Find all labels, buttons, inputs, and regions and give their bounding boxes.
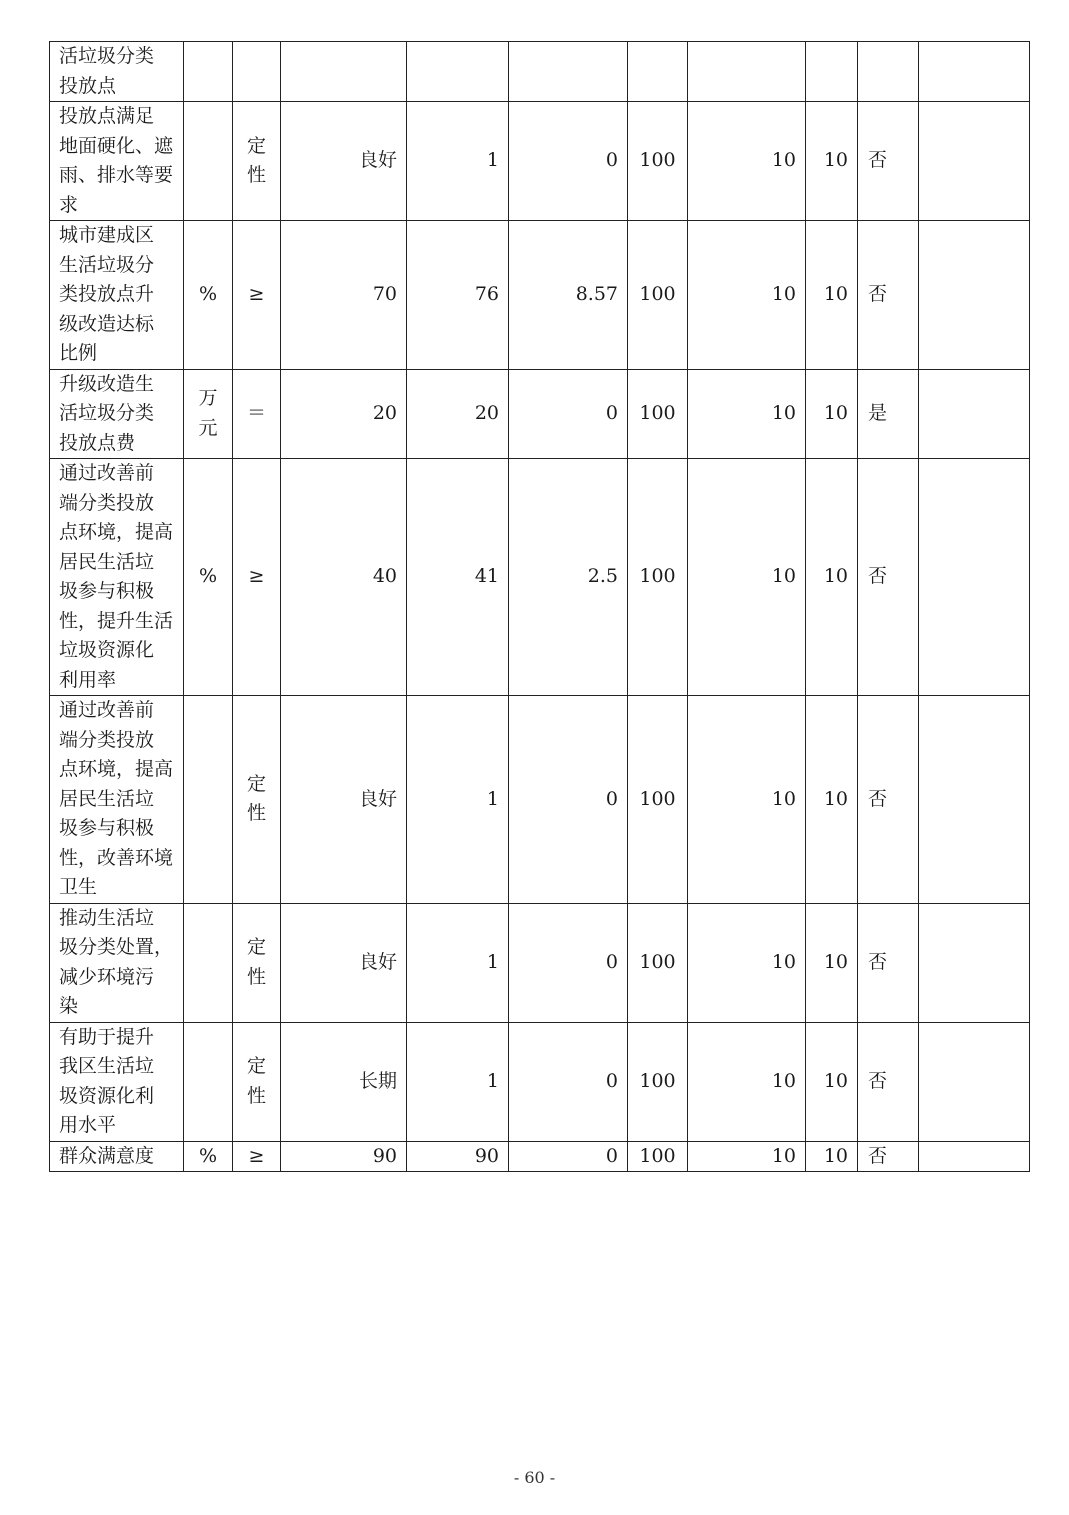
operator-cell: [233, 102, 281, 221]
weight-cell-text: 100: [639, 402, 676, 424]
note-cell: [919, 102, 1030, 221]
target-value-cell: [281, 903, 407, 1022]
operator-cell-text: ≥: [248, 1144, 265, 1167]
table-row: [50, 1141, 1030, 1172]
full-score-cell-text: 10: [771, 1069, 796, 1092]
unit-cell: [184, 369, 233, 459]
flag-cell-text: 否: [868, 1144, 888, 1167]
target-value-cell: [281, 1141, 407, 1172]
unit-cell-text: %: [198, 283, 218, 305]
target-value-cell-text: 90: [372, 1144, 397, 1167]
target-value-cell: [281, 221, 407, 370]
score-cell: [806, 696, 858, 904]
actual-value-cell: [407, 369, 509, 459]
operator-cell: [233, 459, 281, 696]
deviation-cell-text: 0: [605, 1069, 618, 1092]
weight-cell: [628, 459, 688, 696]
actual-value-cell: [407, 1141, 509, 1172]
indicator-name-cell: [50, 102, 184, 221]
flag-cell-text: 否: [868, 1069, 888, 1092]
indicator-name-cell: [50, 42, 184, 102]
target-value-cell: [281, 102, 407, 221]
actual-value-cell-text: 1: [486, 1069, 499, 1092]
weight-cell-text: 100: [639, 565, 676, 588]
deviation-cell: [509, 369, 628, 459]
weight-cell-text: 100: [639, 1144, 676, 1167]
score-cell: [806, 42, 858, 102]
score-cell-text: 10: [823, 283, 848, 305]
score-cell: [806, 221, 858, 370]
note-cell: [919, 1141, 1030, 1172]
weight-cell: [628, 903, 688, 1022]
flag-cell-text: 否: [868, 787, 888, 810]
note-cell: [919, 1022, 1030, 1141]
target-value-cell-text: 40: [372, 565, 397, 588]
score-cell-text: 10: [823, 149, 848, 172]
deviation-cell-text: 0: [605, 787, 618, 810]
actual-value-cell: [407, 903, 509, 1022]
note-cell: [919, 369, 1030, 459]
indicator-name-cell: [50, 1141, 184, 1172]
full-score-cell: [688, 696, 806, 904]
score-cell: [806, 1141, 858, 1172]
operator-cell-text: ＝: [246, 402, 266, 424]
indicator-name-cell: [50, 369, 184, 459]
deviation-cell: [509, 459, 628, 696]
deviation-cell: [509, 221, 628, 370]
unit-cell: [184, 221, 233, 370]
full-score-cell-text: 10: [771, 565, 796, 588]
table-row: [50, 102, 1030, 221]
target-value-cell-text: 长期: [358, 1069, 397, 1092]
target-value-cell: [281, 42, 407, 102]
flag-cell-text: 否: [868, 950, 888, 973]
deviation-cell-text: 0: [605, 402, 618, 424]
unit-cell-text: %: [198, 1144, 218, 1167]
unit-cell: [184, 903, 233, 1022]
indicator-name-cell-text: 升级改造生 活垃圾分类 投放点费: [59, 372, 155, 454]
operator-cell-text: 定 性: [246, 936, 266, 988]
score-cell-text: 10: [823, 565, 848, 588]
full-score-cell: [688, 903, 806, 1022]
weight-cell: [628, 221, 688, 370]
score-cell-text: 10: [823, 787, 848, 810]
operator-cell: [233, 369, 281, 459]
flag-cell: [858, 369, 919, 459]
page-number: - 60 -: [513, 1468, 556, 1487]
unit-cell: [184, 459, 233, 696]
deviation-cell-text: 0: [605, 950, 618, 973]
deviation-cell-text: 8.57: [575, 283, 618, 305]
note-cell: [919, 696, 1030, 904]
deviation-cell: [509, 1022, 628, 1141]
full-score-cell: [688, 1141, 806, 1172]
deviation-cell: [509, 102, 628, 221]
table-row: [50, 221, 1030, 370]
weight-cell-text: 100: [639, 283, 676, 305]
operator-cell-text: 定 性: [246, 134, 266, 186]
indicator-name-cell-text: 活垃圾分类 投放点: [59, 45, 155, 97]
flag-cell: [858, 696, 919, 904]
flag-cell: [858, 102, 919, 221]
performance-indicator-table: [49, 41, 1030, 1172]
full-score-cell: [688, 369, 806, 459]
score-cell-text: 10: [823, 1144, 848, 1167]
unit-cell: [184, 42, 233, 102]
score-cell: [806, 369, 858, 459]
actual-value-cell-text: 20: [474, 402, 499, 424]
target-value-cell: [281, 1022, 407, 1141]
actual-value-cell: [407, 459, 509, 696]
table-row: [50, 903, 1030, 1022]
indicator-name-cell-text: 通过改善前 端分类投放 点环境，提高 居民生活垃 圾参与积极 性，改善环境 卫生: [59, 699, 174, 898]
target-value-cell-text: 良好: [358, 787, 397, 810]
target-value-cell: [281, 696, 407, 904]
operator-cell-text: ≥: [248, 565, 265, 588]
full-score-cell: [688, 221, 806, 370]
operator-cell: [233, 696, 281, 904]
indicator-name-cell-text: 有助于提升 我区生活垃 圾资源化利 用水平: [59, 1025, 155, 1136]
full-score-cell-text: 10: [771, 1144, 796, 1167]
deviation-cell-text: 0: [605, 1144, 618, 1167]
weight-cell: [628, 102, 688, 221]
actual-value-cell: [407, 102, 509, 221]
indicator-name-cell-text: 城市建成区 生活垃圾分 类投放点升 级改造达标 比例: [59, 224, 155, 364]
note-cell: [919, 903, 1030, 1022]
indicator-name-cell: [50, 459, 184, 696]
actual-value-cell: [407, 1022, 509, 1141]
flag-cell-text: 否: [868, 565, 888, 588]
flag-cell-text: 否: [868, 283, 888, 305]
score-cell: [806, 1022, 858, 1141]
deviation-cell: [509, 696, 628, 904]
weight-cell: [628, 1022, 688, 1141]
table-row: [50, 459, 1030, 696]
deviation-cell-text: 0: [605, 149, 618, 172]
table-row: [50, 369, 1030, 459]
indicator-name-cell: [50, 1022, 184, 1141]
flag-cell: [858, 903, 919, 1022]
full-score-cell: [688, 102, 806, 221]
actual-value-cell: [407, 221, 509, 370]
indicator-name-cell-text: 群众满意度: [59, 1144, 155, 1167]
indicator-name-cell-text: 投放点满足 地面硬化、遮 雨、排水等要 求: [59, 105, 174, 216]
weight-cell-text: 100: [639, 787, 676, 810]
unit-cell-text: %: [198, 565, 218, 588]
actual-value-cell: [407, 42, 509, 102]
score-cell-text: 10: [823, 1069, 848, 1092]
score-cell: [806, 903, 858, 1022]
score-cell: [806, 102, 858, 221]
target-value-cell-text: 良好: [358, 149, 397, 172]
deviation-cell: [509, 42, 628, 102]
weight-cell: [628, 696, 688, 904]
unit-cell: [184, 1141, 233, 1172]
target-value-cell-text: 70: [372, 283, 397, 305]
flag-cell: [858, 42, 919, 102]
unit-cell: [184, 1022, 233, 1141]
table-row: [50, 696, 1030, 904]
target-value-cell-text: 20: [372, 402, 397, 424]
flag-cell: [858, 1022, 919, 1141]
flag-cell-text: 否: [868, 149, 888, 172]
table-body: [50, 42, 1030, 1172]
target-value-cell: [281, 459, 407, 696]
actual-value-cell-text: 41: [474, 565, 499, 588]
deviation-cell-text: 2.5: [587, 565, 618, 588]
actual-value-cell: [407, 696, 509, 904]
operator-cell: [233, 1022, 281, 1141]
operator-cell: [233, 1141, 281, 1172]
indicator-name-cell: [50, 903, 184, 1022]
indicator-name-cell: [50, 221, 184, 370]
score-cell: [806, 459, 858, 696]
deviation-cell: [509, 1141, 628, 1172]
weight-cell: [628, 369, 688, 459]
actual-value-cell-text: 1: [486, 950, 499, 973]
weight-cell-text: 100: [639, 1069, 676, 1092]
note-cell: [919, 221, 1030, 370]
operator-cell-text: ≥: [248, 283, 265, 305]
note-cell: [919, 459, 1030, 696]
full-score-cell: [688, 459, 806, 696]
actual-value-cell-text: 1: [486, 787, 499, 810]
actual-value-cell-text: 76: [474, 283, 499, 305]
actual-value-cell-text: 1: [486, 149, 499, 172]
unit-cell: [184, 696, 233, 904]
full-score-cell-text: 10: [771, 149, 796, 172]
unit-cell-text: 万 元: [198, 387, 218, 439]
operator-cell-text: 定 性: [246, 1055, 266, 1107]
unit-cell: [184, 102, 233, 221]
table-row: [50, 1022, 1030, 1141]
indicator-name-cell-text: 推动生活垃 圾分类处置， 减少环境污 染: [59, 906, 174, 1017]
note-cell: [919, 42, 1030, 102]
deviation-cell: [509, 903, 628, 1022]
flag-cell-text: 是: [868, 402, 888, 424]
weight-cell: [628, 1141, 688, 1172]
full-score-cell: [688, 1022, 806, 1141]
indicator-name-cell-text: 通过改善前 端分类投放 点环境，提高 居民生活垃 圾参与积极 性，提升生活 垃圾资源化 利用率: [59, 462, 174, 691]
weight-cell: [628, 42, 688, 102]
operator-cell: [233, 42, 281, 102]
flag-cell: [858, 459, 919, 696]
weight-cell-text: 100: [639, 149, 676, 172]
flag-cell: [858, 221, 919, 370]
operator-cell: [233, 903, 281, 1022]
score-cell-text: 10: [823, 402, 848, 424]
weight-cell-text: 100: [639, 950, 676, 973]
full-score-cell-text: 10: [771, 950, 796, 973]
full-score-cell: [688, 42, 806, 102]
table-row: [50, 42, 1030, 102]
flag-cell: [858, 1141, 919, 1172]
actual-value-cell-text: 90: [474, 1144, 499, 1167]
operator-cell: [233, 221, 281, 370]
full-score-cell-text: 10: [771, 402, 796, 424]
target-value-cell-text: 良好: [358, 950, 397, 973]
indicator-name-cell: [50, 696, 184, 904]
full-score-cell-text: 10: [771, 283, 796, 305]
score-cell-text: 10: [823, 950, 848, 973]
operator-cell-text: 定 性: [246, 772, 266, 825]
full-score-cell-text: 10: [771, 787, 796, 810]
target-value-cell: [281, 369, 407, 459]
